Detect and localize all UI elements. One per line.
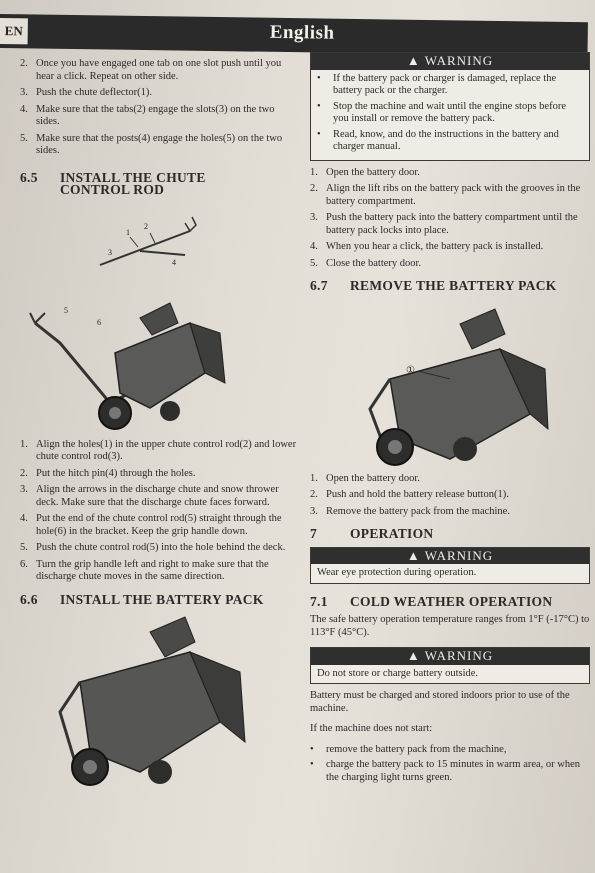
list-item: 5. Push the chute control rod(5) into the hole behind the deck. (20, 542, 286, 553)
warning-header: ▲ WARNING (311, 648, 589, 665)
warning-triangle-icon: ▲ (406, 547, 425, 563)
steps-6-7 (310, 473, 590, 519)
section-heading-6-7: 6.7 REMOVE THE BATTERY PACK (310, 278, 557, 293)
no-start-text: If the machine does not start: (310, 723, 433, 734)
list-item: • Stop the machine and wait until the engine stops before you install or remove the battery pack. (317, 100, 566, 124)
right-column (310, 52, 590, 787)
callout-1: 1 (126, 227, 130, 237)
list-item: 2. Align the lift ribs on the battery pack with the grooves in the battery compartment. (310, 183, 581, 207)
warning-header: ▲ WARNING (311, 53, 589, 70)
callout-6: 6 (97, 317, 101, 327)
list-item: • Read, know, and do the instructions in the battery and charger manual. (317, 128, 559, 152)
battery-install-illustration (20, 612, 300, 792)
list-item: 3. Push the battery pack into the battery compartment until the battery pack locks into place. (310, 212, 578, 236)
callout-2: 2 (144, 221, 148, 231)
temperature-text: The safe battery operation temperature ranges from 1°F (-17°C) to 113°F (45°C). (310, 614, 590, 638)
no-start-list (310, 744, 590, 785)
warning-header: ▲ WARNING (311, 548, 589, 565)
list-item: • charge the battery pack to 15 minutes in warm area, or when the charging light turns green. (310, 759, 581, 783)
callout-1-circle: ① (406, 364, 415, 376)
section-heading-7-1: 7.1 COLD WEATHER OPERATION (310, 593, 553, 609)
callout-4: 4 (172, 257, 176, 267)
warning-box-2: ▲ WARNING Wear eye protection during operation. (310, 547, 590, 584)
warning-box-1 (310, 52, 590, 161)
steps-6-6 (310, 167, 590, 271)
list-item: 1. Open the battery door. (310, 166, 420, 178)
steps-top (20, 58, 300, 158)
list-item: 1. Open the battery door. (310, 472, 420, 484)
figure-remove-battery (310, 299, 590, 469)
section-heading-6-6: 6.6 INSTALL THE BATTERY PACK (20, 591, 264, 607)
storage-text: Battery must be charged and stored indoors prior to use of the machine. (310, 690, 570, 714)
list-item: 2. Push and hold the battery release button(1). (310, 489, 509, 500)
list-item: 3. Push the chute deflector(1). (20, 87, 153, 98)
list-item: 1. Align the holes(1) in the upper chute control rod(2) and lower chute control rod(3). (20, 438, 297, 462)
section-heading-7: 7 OPERATION (310, 526, 434, 541)
list-item: 4. Make sure that the tabs(2) engage the slots(3) on the two sides. (20, 103, 275, 127)
figure-chute-rod (20, 203, 300, 283)
warning-triangle-icon: ▲ (406, 53, 425, 68)
left-column (20, 58, 300, 792)
steps-6-5 (20, 439, 300, 584)
header-title: English (269, 21, 335, 44)
list-item: 3. Align the arrows in the discharge chute and snow thrower deck. Make sure that the discharge chute faces forward. (20, 484, 279, 508)
list-item: 4. When you hear a click, the battery pack is installed. (310, 241, 544, 252)
warning-triangle-icon: ▲ (406, 648, 425, 663)
list-item: • If the battery pack or charger is damaged, replace the battery pack or the charger. (317, 72, 557, 96)
page-header (0, 14, 588, 56)
list-item: 5. Make sure that the posts(4) engage the holes(5) on the two sides. (20, 132, 283, 156)
list-item: 3. Remove the battery pack from the machine. (310, 505, 510, 517)
list-item: 2. Put the hitch pin(4) through the holes. (20, 467, 196, 479)
language-tag: EN (0, 18, 28, 44)
list-item: 5. Close the battery door. (310, 257, 422, 269)
warning-box-3: ▲ WARNING Do not store or charge battery outside. (310, 647, 590, 684)
chute-rod-illustration (20, 203, 300, 283)
callout-5: 5 (64, 305, 68, 315)
callout-3: 3 (108, 247, 112, 257)
list-item: 2. Once you have engaged one tab on one slot push until you hear a click. Repeat on other side. (20, 58, 282, 82)
list-item: 6. Turn the grip handle left and right to make sure that the discharge chute moves in the same direction. (20, 558, 269, 582)
battery-remove-illustration (310, 299, 590, 469)
list-item: • remove the battery pack from the machine, (310, 743, 507, 755)
list-item: 4. Put the end of the chute control rod(5) straight through the hole(6) in the bracket. Keep the grip handle down. (20, 513, 282, 537)
figure-install-battery (20, 612, 300, 792)
section-heading-6-5: 6.5 INSTALL THE CHUTE CONTROL ROD (20, 169, 206, 197)
snow-thrower-illustration (20, 283, 300, 433)
figure-snow-thrower-rod (20, 283, 300, 433)
